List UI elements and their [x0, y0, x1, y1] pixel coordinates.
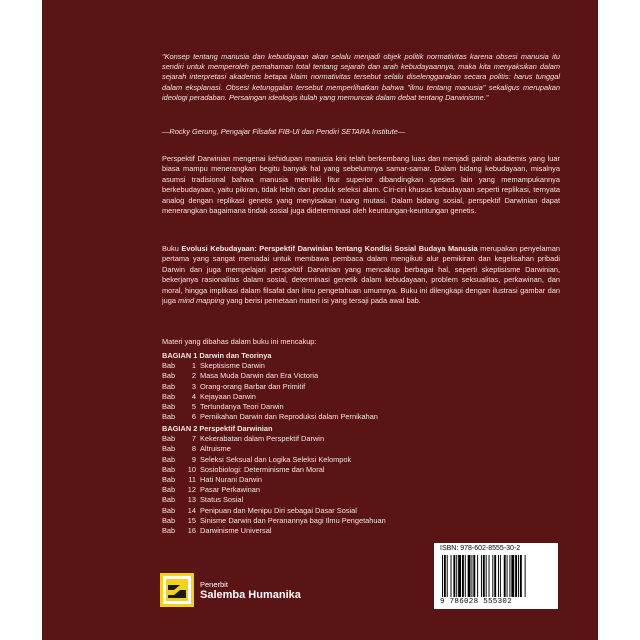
- chapter-title: Altruisme: [200, 444, 231, 454]
- chapter-word: Bab: [162, 475, 176, 485]
- chapter-title: Kejayaan Darwin: [200, 391, 256, 401]
- chapter-title: Skeptisisme Darwin: [200, 361, 265, 371]
- chapter-word: Bab: [162, 485, 176, 495]
- endorsement-quote: "Konsep tentang manusia dan kebudayaan akan selalu menjadi objek politik normativitas karena obsesi manusia itu sendiri untuk memperoleh pemahaman total tentang sejarah dan arah kebudayaannya, maka kita menyaksikan dalam sejarah interpretasi akademis betapa klaim normativitas tersebut selalu diselenggarakan secara politis: harus tunggal dalam eksplanasi. Obsesi ketunggalan tersebut memperlihatkan bahwa "ilmu tentang manusia" sekaligus merupakan ideologi peradaban. Persaingan ideologis itulah yang memuncak dalam debat tentang Darwinisme.": [162, 52, 560, 102]
- para2-body: merupakan penyelaman pertama yang sangat memadai untuk membawa pembaca dalam mengikuti alur pemikiran dan kegelisahan pribadi Darwin dan juga mempelajari perspektif Darwinian yang mencakup berbagai hal, seperti skeptisisme Darwinian, bekerjanya rasionalitas dalam sosial, determinasi genetik dalam kebudayaan, problem seksualitas, perkawinan, dan moral, hingga implikasi dalam filsafat dan ilmu pengetahuan umumnya. Buku ini dilengkapi dengan ilustrasi gambar dan juga: [162, 244, 560, 306]
- salemba-logo-icon: [160, 573, 194, 607]
- isbn-barcode-block: [434, 543, 558, 609]
- chapter-number: 5: [191, 402, 196, 412]
- chapter-title: Hati Nurani Darwin: [200, 475, 263, 485]
- chapter-number: 8: [191, 444, 196, 454]
- chapter-word: Bab: [162, 402, 176, 412]
- back-cover: [42, 0, 598, 640]
- barcode-icon: [440, 555, 552, 597]
- chapter-row: [162, 516, 542, 526]
- barcode-number: 9 786028 555302: [440, 598, 513, 606]
- para2-lead: Buku: [162, 244, 182, 253]
- chapter-number: 13: [187, 495, 196, 505]
- chapter-number: 7: [191, 434, 196, 444]
- bagian-2-section: [162, 424, 542, 536]
- bagian-2-title: BAGIAN 2 Perspektif Darwinian: [162, 424, 273, 433]
- chapter-row: [162, 392, 542, 402]
- publisher-label: Penerbit: [200, 579, 228, 589]
- quote-author: —Rocky Gerung, Pengajar Filsafat FIB-UI dan Pendiri SETARA Institute—: [162, 127, 406, 136]
- chapter-number: 2: [191, 371, 196, 381]
- chapter-title: Orang-orang Barbar dan Primitif: [200, 381, 306, 391]
- description-paragraph-1: Perspektif Darwinian mengenai kehidupan manusia kini telah berkembang luas dan menjadi gairah akademis yang luar biasa mampu menerangkan begitu banyak hal yang sebelumnya samar-samar. Dalam bidang kebudayaan, misalnya asumsi tradisional bahwa manusia memiliki fitur superior dibandingkan spesies lain yang memampukannya berkebudayaan, yaitu pikiran, tidak lebih dari produk seleksi alam. Ciri-ciri khusus kebudayaan seperti replikasi, ternyata analog dengan replikasi genetis yang menyisakan ruang mutasi. Dalam bidang sosial, perspektif Darwinian dapat menerangkan bagaimana tindak sosial juga dideterminasi oleh keuntungan-keuntungan genetis.: [162, 154, 560, 216]
- chapter-word: Bab: [162, 495, 176, 505]
- chapter-word: Bab: [162, 434, 176, 444]
- publisher-block: [160, 573, 301, 607]
- chapter-number: 12: [187, 485, 196, 495]
- chapter-word: Bab: [162, 505, 176, 515]
- chapter-word: Bab: [162, 391, 176, 401]
- chapter-word: Bab: [162, 464, 176, 474]
- para2-italic: mind mapping: [178, 296, 225, 306]
- chapter-title: Seleksi Seksual dan Logika Seleksi Kelompok: [200, 454, 352, 464]
- chapter-title: Kekerabatan dalam Perspektif Darwin: [200, 434, 325, 444]
- chapter-row: [162, 526, 542, 536]
- chapter-number: 11: [188, 475, 196, 485]
- chapter-row: [162, 444, 542, 454]
- chapter-title: Masa Muda Darwin dan Era Victoria: [200, 371, 319, 381]
- publisher-name: Salemba Humanika: [200, 588, 301, 601]
- chapter-row: [162, 506, 542, 516]
- chapter-number: 15: [187, 515, 196, 525]
- description-paragraph-2: [162, 244, 560, 306]
- bagian-1-section: [162, 351, 542, 422]
- chapter-word: Bab: [162, 381, 176, 391]
- chapter-number: 14: [187, 505, 196, 515]
- para2-tail: yang berisi pemetaan materi isi yang tersaji pada awal bab.: [224, 296, 421, 306]
- chapter-number: 4: [191, 391, 196, 401]
- bagian-1-title: BAGIAN 1 Darwin dan Teorinya: [162, 351, 272, 360]
- chapter-title: Pasar Perkawinan: [200, 485, 260, 495]
- chapter-word: Bab: [162, 444, 176, 454]
- contents-intro: Materi yang dibahas dalam buku ini mencakup:: [162, 337, 317, 346]
- chapter-title: Darwinisme Universal: [200, 526, 272, 536]
- chapter-row: [162, 455, 542, 465]
- chapter-row: [162, 371, 542, 381]
- chapter-row: [162, 382, 542, 392]
- chapter-number: 3: [191, 381, 196, 391]
- chapter-number: 1: [191, 361, 196, 371]
- chapter-number: 10: [187, 464, 196, 474]
- chapter-row: [162, 485, 542, 495]
- chapter-word: Bab: [162, 454, 176, 464]
- chapter-row: [162, 434, 542, 444]
- chapter-row: [162, 465, 542, 475]
- chapter-row: [162, 495, 542, 505]
- chapter-word: Bab: [162, 526, 176, 536]
- chapter-title: Sinisme Darwin dan Peranannya bagi Ilmu Pengetahuan: [200, 515, 386, 525]
- chapter-number: 16: [187, 526, 196, 536]
- chapter-title: Sosiobiologi: Determinisme dan Moral: [200, 464, 325, 474]
- chapter-row: [162, 402, 542, 412]
- chapter-number: 6: [191, 412, 196, 422]
- chapter-title: Pernikahan Darwin dan Reproduksi dalam Pernikahan: [200, 412, 378, 422]
- book-title: Evolusi Kebudayaan: Perspektif Darwinian tentang Kondisi Sosial Budaya Manusia: [181, 244, 478, 253]
- chapter-word: Bab: [162, 515, 176, 525]
- chapter-title: Tertundanya Teori Darwin: [200, 402, 284, 412]
- chapter-word: Bab: [162, 371, 176, 381]
- chapter-row: [162, 361, 542, 371]
- publisher-text: [200, 580, 301, 601]
- chapter-row: [162, 412, 542, 422]
- chapter-row: [162, 475, 542, 485]
- chapter-title: Status Sosial: [200, 495, 244, 505]
- chapter-word: Bab: [162, 361, 176, 371]
- bagian-1-list: [162, 361, 542, 422]
- chapter-number: 9: [191, 454, 196, 464]
- bagian-2-list: [162, 434, 542, 536]
- chapter-word: Bab: [162, 412, 176, 422]
- chapter-title: Penipuan dan Menipu Diri sebagai Dasar Sosial: [200, 505, 357, 515]
- isbn-text: ISBN: 978-602-8555-30-2: [440, 545, 521, 552]
